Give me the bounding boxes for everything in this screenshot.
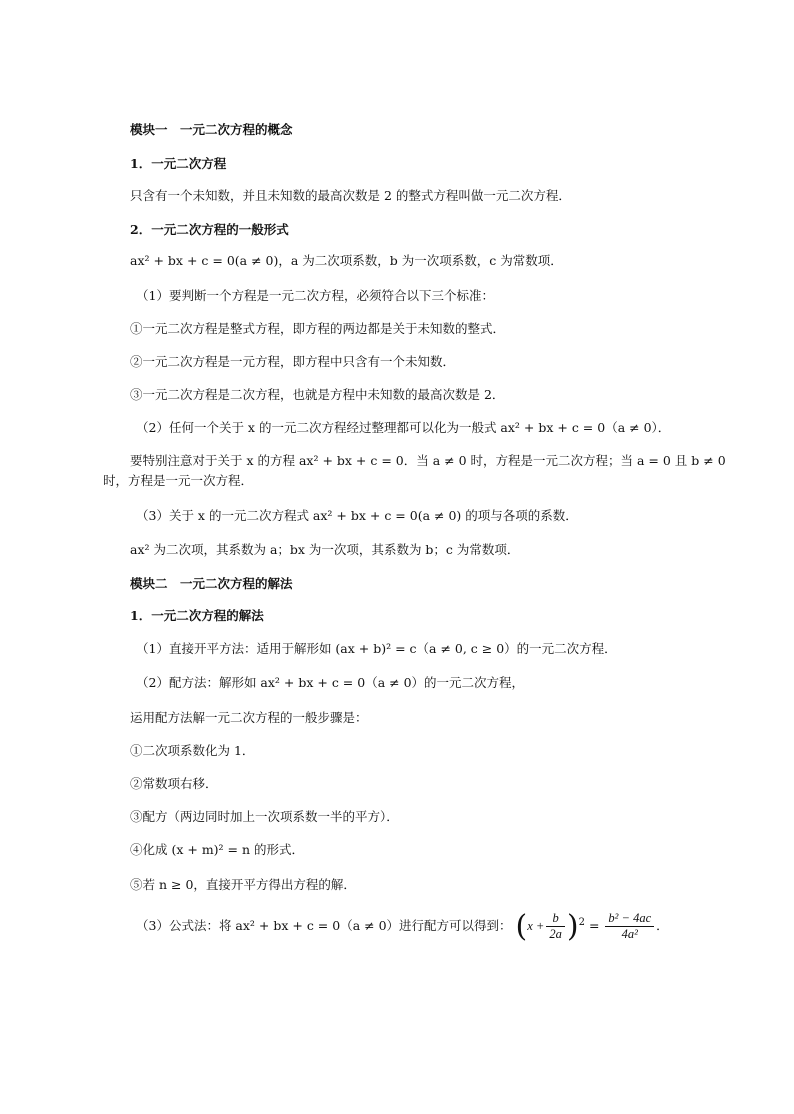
method-completing-square: （2）配方法：解形如 ax² + bx + c = 0（a ≠ 0）的一元二次方程， — [136, 675, 525, 690]
criterion-3: ③一元二次方程是二次方程，也就是方程中未知数的最高次数是 2． — [130, 387, 505, 402]
terms-detail: ax² 为二次项，其系数为 a；bx 为一次项，其系数为 b；c 为常数项． — [130, 542, 520, 557]
definition-text: 只含有一个未知数，并且未知数的最高次数是 2 的整式方程叫做一元二次方程． — [130, 188, 571, 203]
formula-end-punct: ． — [656, 918, 669, 934]
method-square-root: （1）直接开平方法：适用于解形如 (ax + b)² = c（a ≠ 0, c ≥ 0）的一元二次方程． — [136, 641, 617, 656]
equals-sign: = — [588, 918, 600, 934]
formula-intro-text: （3）公式法：将 ax² + bx + c = 0（a ≠ 0）进行配方可以得到： — [136, 918, 512, 934]
criterion-1: ①一元二次方程是整式方程，即方程的两边都是关于未知数的整式． — [130, 321, 506, 336]
step-1: ①二次项系数化为 1． — [130, 743, 255, 758]
fraction-numerator: b — [546, 911, 565, 927]
step-5: ⑤若 n ≥ 0，直接开平方得出方程的解． — [130, 877, 356, 892]
module2-heading: 模块二 一元二次方程的解法 — [130, 576, 293, 591]
fraction-discriminant — [605, 911, 654, 942]
solutions-title: 1．一元二次方程的解法 — [130, 608, 264, 623]
special-note-line2: 时，方程是一元一次方程． — [103, 473, 254, 488]
fraction-b-over-2a — [546, 911, 565, 942]
formula-x-term: x + — [527, 919, 545, 934]
right-paren: ) — [566, 908, 579, 944]
discriminant-numerator: b² − 4ac — [605, 911, 654, 927]
step-2: ②常数项右移． — [130, 776, 218, 791]
method-formula — [136, 908, 669, 942]
steps-intro: 运用配方法解一元二次方程的一般步骤是： — [130, 710, 368, 725]
criterion-2: ②一元二次方程是一元方程，即方程中只含有一个未知数． — [130, 354, 456, 369]
discriminant-denominator: 4a² — [621, 927, 638, 942]
fraction-denominator: 2a — [549, 927, 562, 942]
section1-title: 1．一元二次方程 — [130, 156, 227, 171]
square-exponent: 2 — [578, 917, 585, 928]
section2-title: 2．一元二次方程的一般形式 — [130, 222, 289, 237]
general-form-text: ax² + bx + c = 0(a ≠ 0)，a 为二次项系数，b 为一次项系数，c 为常数项． — [130, 253, 563, 268]
step-4: ④化成 (x + m)² = n 的形式． — [130, 842, 305, 857]
module1-heading: 模块一 一元二次方程的概念 — [130, 122, 293, 137]
general-form-note: （2）任何一个关于 x 的一元二次方程经过整理都可以化为一般式 ax² + bx + c = 0（a ≠ 0）． — [136, 420, 671, 435]
step-3: ③配方（两边同时加上一次项系数一半的平方）． — [130, 809, 399, 824]
terms-intro: （3）关于 x 的一元二次方程式 ax² + bx + c = 0(a ≠ 0) 的项与各项的系数． — [136, 508, 578, 523]
special-note-line1: 要特别注意对于关于 x 的方程 ax² + bx + c = 0．当 a ≠ 0 时，方程是一元二次方程；当 a = 0 且 b ≠ 0 — [130, 453, 726, 468]
criteria-intro: （1）要判断一个方程是一元二次方程，必须符合以下三个标准： — [136, 288, 494, 303]
left-paren: ( — [515, 908, 528, 944]
